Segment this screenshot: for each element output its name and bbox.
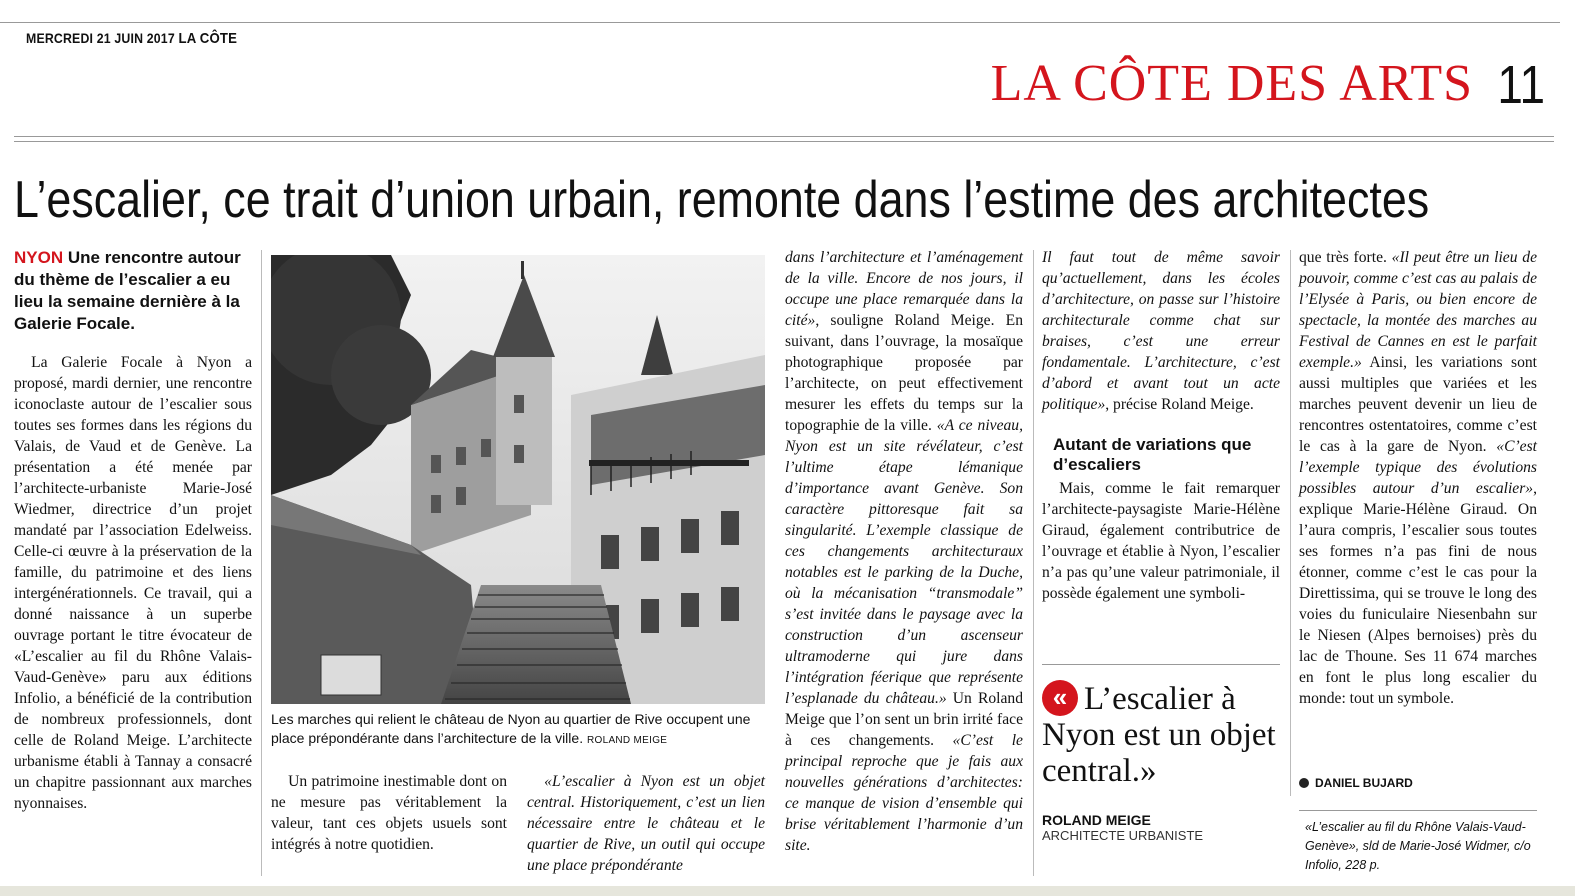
column-5-continued: Mais, comme le fait remarquer l’architecte-paysagiste Marie-Hélène Giraud, également contributrice de l’ouvrage et établie à Nyon, l’escalier n’a pas qu’une valeur patrimoniale, il possède également une symboli- xyxy=(1042,480,1280,602)
column-4: dans l’architecture et l’aménagement de la ville. Encore de nos jours, il occupe une place remarquée dans la cité», souligne Roland Meige. En suivant, dans l’ouvrage, la mosaïque photographique proposée par l’architecte, on peut effectivement mesurer les effets du temps sur la topographie de la ville. «A ce niveau, Nyon est un site révélateur, c’est l’ultime étape lémanique d’importance avant Genève. Son caractère pittoresque fait sa singularité. L’exemple classique de ces changements architecturaux notables est le parking de la Duche, où la mécanisation “transmodale” s’est invitée dans le paysage avec la construction d’un ascenseur ultramoderne qui jure dans l’intégration féerique que représente l’esplanade du château.» Un Roland Meige que l’on sent un brin irrité face à ces changements. «C’est le principal reproche que je fais aux nouvelles générations d’architectes: ce manque de vision d’ensemble qui brise véritablement l’harmonie d’un site. xyxy=(785,249,1024,854)
section-title: LA CÔTE DES ARTS xyxy=(990,55,1473,112)
quote-rule xyxy=(1042,664,1280,665)
quote-mark-icon: « xyxy=(1042,680,1078,716)
bookref-rule xyxy=(1299,810,1537,811)
header-rule-2 xyxy=(14,141,1554,142)
castle-photo-illustration xyxy=(271,255,765,704)
book-reference: «L’escalier au fil du Rhône Valais-Vaud-Genève», sld de Marie-José Widmer, c/o Infolio, 228 p. xyxy=(1305,820,1531,872)
lead-kicker: NYON xyxy=(14,248,64,267)
photo-caption: Les marches qui relient le château de Nyon au quartier de Rive occupent une place prépondérante dans l’architecture de la ville. ROLAND MEIGE xyxy=(271,711,751,746)
lead xyxy=(14,247,252,335)
subhead: Autant de variations que d’escaliers xyxy=(1053,435,1252,474)
column-divider xyxy=(1033,250,1034,876)
bottom-band xyxy=(0,886,1575,896)
quote-author: ROLAND MEIGE xyxy=(1042,812,1151,828)
signature-dot-icon xyxy=(1299,778,1309,788)
headline: L’escalier, ce trait d’union urbain, remonte dans l’estime des architectes xyxy=(14,171,1430,229)
paragraph: «L’escalier à Nyon est un objet central. Historiquement, c’est un lien nécessaire entre le château et le quartier de Rive, un outil qui occupe une place prépondérante xyxy=(527,773,765,874)
paragraph: Un patrimoine inestimable dont on ne mesure pas véritablement la valeur, tant ces objets usuels sont intégrés à notre quotidien. xyxy=(271,773,507,853)
top-rule xyxy=(0,22,1560,23)
photo-credit: ROLAND MEIGE xyxy=(586,735,668,746)
quote-role: ARCHITECTE URBANISTE xyxy=(1042,828,1204,843)
column-6: que très forte. «Il peut être un lieu de pouvoir, comme c’est cas au palais de l’Elysée à Paris, ou bien encore de spectacle, la montée des marches au Festival de Cannes en est le parfait exemple.» Ainsi, les variations sont aussi multiples que variées et les marches peuvent devenir un lieu de rencontres ostentatoires, comme c’est le cas à la gare de Nyon. «C’est l’exemple typique des évolutions possibles autour d’un escalier», explique Marie-Hélène Giraud. On l’aura compris, l’escalier sous toutes ses formes n’a pas fini de nous étonner, comme c’est le cas pour la Direttissima, qui se trouve le long des voies du funiculaire Niesenbahn sur le Niesen (Alpes bernoises) près du lac de Thoune. Ses 11 674 marches en font le plus long escalier du monde: tout un symbole. xyxy=(1299,249,1537,707)
column-1 xyxy=(14,352,252,814)
lead-text: Une rencontre autour du thème de l’escalier a eu lieu la semaine dernière à la Galerie Focale. xyxy=(14,248,241,333)
pull-quote: « L’escalier à Nyon est un objet central.» xyxy=(1042,681,1276,789)
column-2 xyxy=(271,771,507,855)
paragraph: La Galerie Focale à Nyon a proposé, mardi dernier, une rencontre iconoclaste autour de l’escalier sous toutes ses formes dans les régions du Valais, de Vaud et de Genève. La présentation a été menée par l’architecte-urbaniste Marie-José Wiedmer, directrice d’un projet mandaté par l’association Edelweiss. Celle-ci œuvre à la préservation de la famille, du patrimoine et des liens intergénérationnels. Ce travail, qui a donné naissance à un superbe ouvrage portant le titre évocateur de «L’escalier au fil du Rhône Valais-Vaud-Genève» paru aux éditions Infolio, a bénéficié de la contribution de nombreux professionnels, dont celle de Roland Meige. L’architecte urbanisme établi à Tannay a consacré un chapitre passionnant aux marches nyonnaises. xyxy=(14,354,252,812)
photo-castle-stairs xyxy=(271,255,765,704)
column-5: Il faut tout de même savoir qu’actuellement, dans les écoles d’architecture, on passe sur l’histoire architecturale comme chat sur braises, c’est une erreur fondamentale. L’architecture, c’est d’abord et avant tout un acte politique», précise Roland Meige. xyxy=(1042,249,1280,413)
column-divider xyxy=(1290,250,1291,796)
column-divider xyxy=(261,250,262,876)
author-signature: DANIEL BUJARD xyxy=(1299,776,1413,790)
column-3 xyxy=(527,771,765,876)
header-rule xyxy=(14,136,1554,137)
header-date: MERCREDI 21 JUIN 2017 LA CÔTE xyxy=(26,30,238,47)
page-number: 11 xyxy=(1497,55,1545,115)
